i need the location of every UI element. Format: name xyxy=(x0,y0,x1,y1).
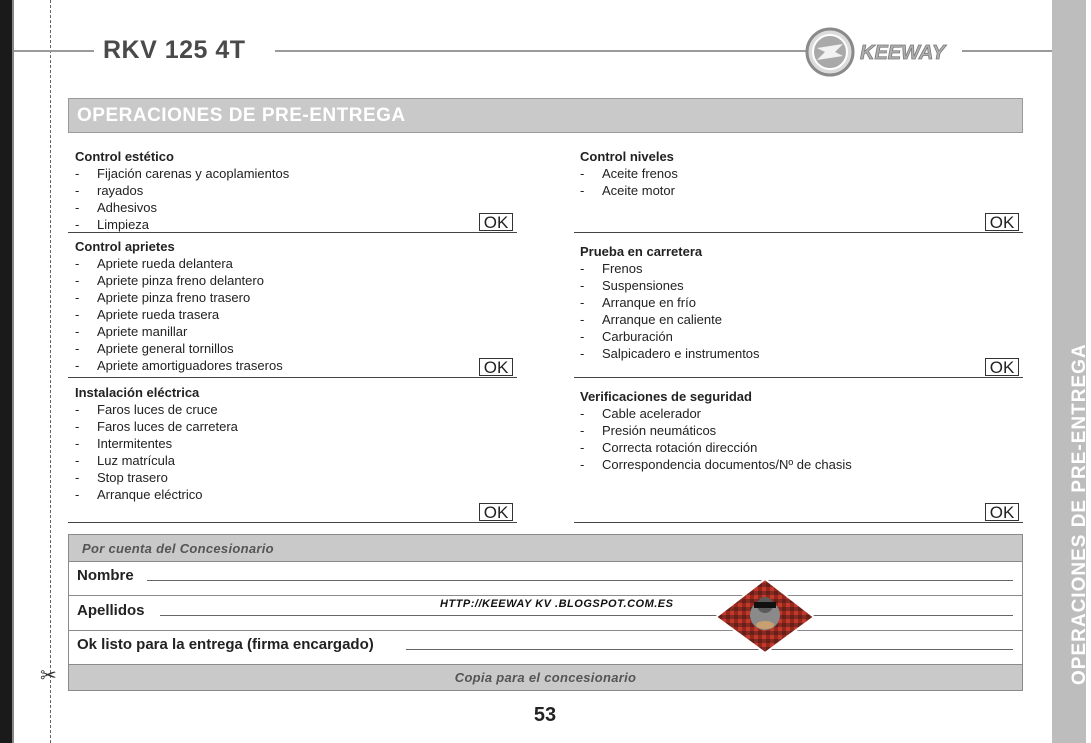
list-item: - Apriete pinza freno delantero xyxy=(75,273,264,288)
ok-box[interactable]: OK xyxy=(985,358,1019,376)
ok-box[interactable]: OK xyxy=(985,213,1019,231)
form-row-divider xyxy=(69,630,1022,631)
watermark-url: HTTP://KEEWAY KV .BLOGSPOT.COM.ES xyxy=(440,598,674,610)
list-item: - Luz matrícula xyxy=(75,453,176,468)
nombre-label: Nombre xyxy=(77,567,134,584)
list-item: - Faros luces de carretera xyxy=(75,419,238,434)
group-divider xyxy=(574,377,1023,378)
group-title: Control aprietes xyxy=(75,239,175,254)
section-title: OPERACIONES DE PRE-ENTREGA xyxy=(77,105,406,126)
ok-box[interactable]: OK xyxy=(985,503,1019,521)
group-title: Control niveles xyxy=(580,149,674,164)
list-item: - Apriete amortiguadores traseros xyxy=(75,358,283,373)
list-item: - Correcta rotación dirección xyxy=(580,440,758,455)
group-divider xyxy=(68,377,517,378)
group-divider xyxy=(68,232,517,233)
header-rule-right xyxy=(962,50,1052,52)
form-row-divider xyxy=(69,561,1022,562)
binding-edge xyxy=(0,0,12,743)
list-item: - Correspondencia documentos/Nº de chasis xyxy=(580,457,852,472)
apellidos-field[interactable] xyxy=(160,615,1013,616)
keeway-logo xyxy=(805,26,965,78)
side-tab-text-wrap xyxy=(1052,0,1090,743)
form-footer-bar xyxy=(69,665,1022,690)
nombre-field[interactable] xyxy=(147,580,1013,581)
list-item: - Apriete rueda trasera xyxy=(75,307,220,322)
side-tab-label: OPERACIONES DE PRE-ENTREGA xyxy=(1069,343,1090,685)
list-item: - Cable acelerador xyxy=(580,406,702,421)
list-item: - Frenos xyxy=(580,261,643,276)
ok-box[interactable]: OK xyxy=(479,358,513,376)
apellidos-label: Apellidos xyxy=(77,602,145,619)
list-item: - Salpicadero e instrumentos xyxy=(580,346,760,361)
list-item: - rayados xyxy=(75,183,144,198)
checklist-group-aprietes xyxy=(75,239,495,374)
group-title: Prueba en carretera xyxy=(580,244,703,259)
form-heading-bar xyxy=(69,535,1022,561)
list-item: - Apriete general tornillos xyxy=(75,341,234,356)
page-number: 53 xyxy=(533,704,557,726)
header-rule-middle xyxy=(275,50,815,52)
firma-label: Ok listo para la entrega (firma encargado) xyxy=(77,636,374,653)
list-item: - Adhesivos xyxy=(75,200,157,215)
group-title: Control estético xyxy=(75,149,174,164)
checklist-group-niveles xyxy=(580,149,1000,199)
list-item: - Apriete pinza freno trasero xyxy=(75,290,251,305)
group-divider xyxy=(574,232,1023,233)
brand-logo-text: KEEWAY xyxy=(860,42,946,64)
group-title: Instalación eléctrica xyxy=(75,385,200,400)
list-item: - Carburación xyxy=(580,329,673,344)
checklist-group-electrica xyxy=(75,385,495,503)
ok-box[interactable]: OK xyxy=(479,213,513,231)
checklist-group-carretera xyxy=(580,244,1000,362)
section-title-bar xyxy=(68,98,1023,133)
list-item: - Aceite frenos xyxy=(580,166,678,181)
list-item: - Fijación carenas y acoplamientos xyxy=(75,166,290,181)
header-rule-left xyxy=(14,50,94,52)
list-item: - Arranque eléctrico xyxy=(75,487,203,502)
list-item: - Arranque en frío xyxy=(580,295,696,310)
list-item: - Aceite motor xyxy=(580,183,675,198)
checklist-group-seguridad xyxy=(580,389,1000,473)
list-item: - Arranque en caliente xyxy=(580,312,722,327)
list-item: - Apriete rueda delantera xyxy=(75,256,233,271)
list-item: - Apriete manillar xyxy=(75,324,188,339)
list-item: - Faros luces de cruce xyxy=(75,402,218,417)
list-item: - Stop trasero xyxy=(75,470,168,485)
model-title: RKV 125 4T xyxy=(103,36,246,64)
group-title: Verificaciones de seguridad xyxy=(580,389,752,404)
checklist-group-estetico xyxy=(75,149,495,233)
form-row-divider xyxy=(69,595,1022,596)
club-stamp-logo xyxy=(710,575,820,655)
list-item: - Suspensiones xyxy=(580,278,684,293)
group-divider xyxy=(68,522,517,523)
binding-edge-shadow xyxy=(12,0,14,743)
ok-box[interactable]: OK xyxy=(479,503,513,521)
list-item: - Presión neumáticos xyxy=(580,423,717,438)
form-heading: Por cuenta del Concesionario xyxy=(82,541,274,556)
list-item: - Intermitentes xyxy=(75,436,173,451)
list-item: - Limpieza xyxy=(75,217,150,232)
scissors-icon: ✂ xyxy=(40,665,57,687)
cut-line xyxy=(50,0,51,743)
group-divider xyxy=(574,522,1023,523)
form-footer: Copia para el concesionario xyxy=(454,670,637,685)
